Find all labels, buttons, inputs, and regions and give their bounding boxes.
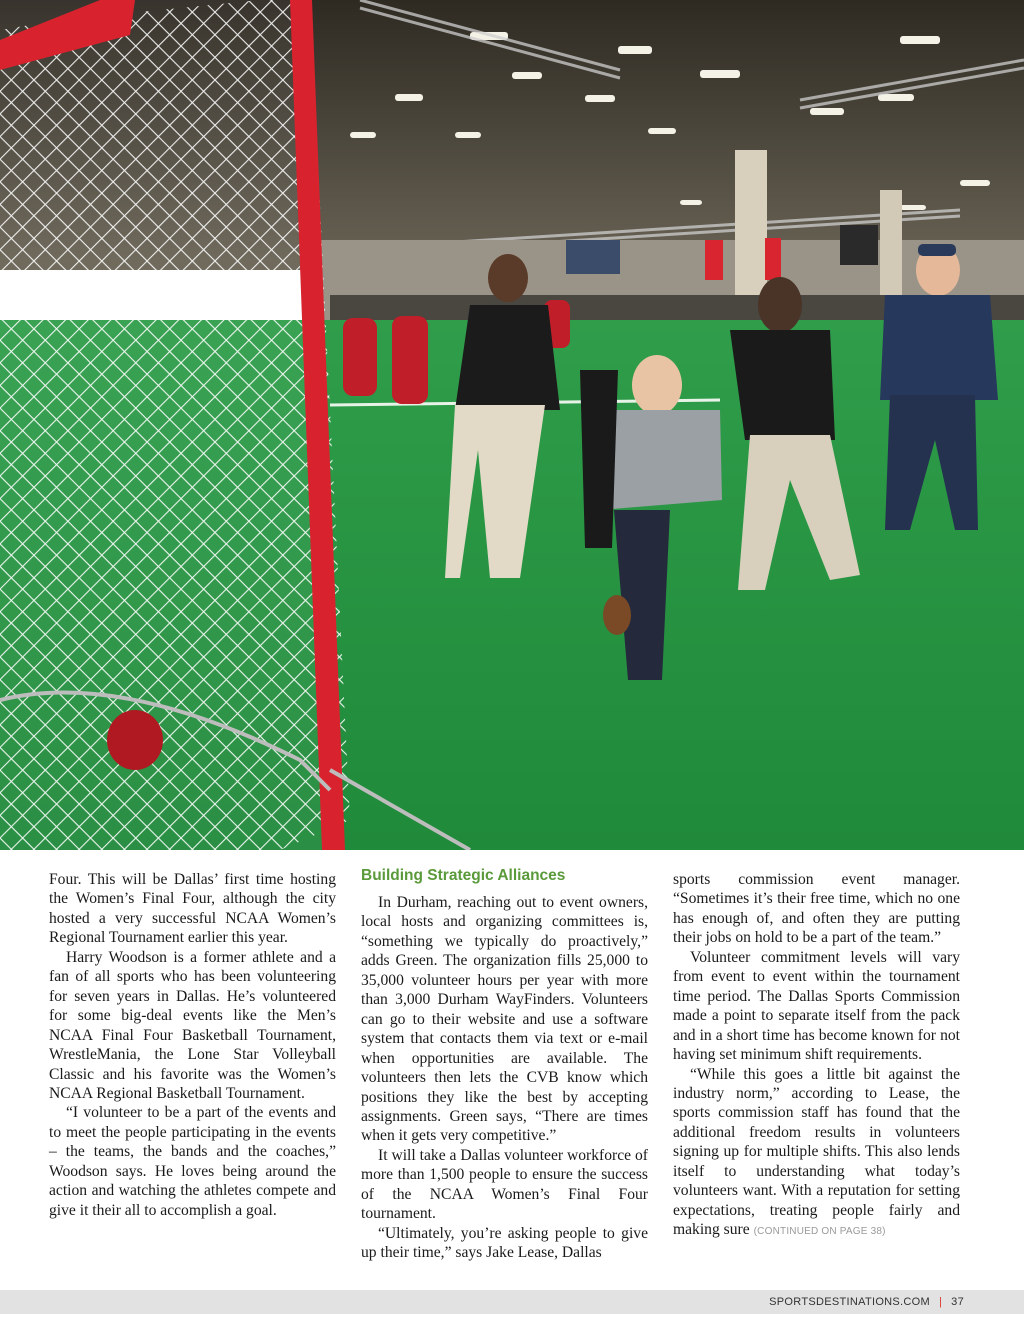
paragraph: sports commission event manager. “Sometimes it’s their free time, which no one has enough of, and often they are putting their jobs on hold to be a part of the team.” — [673, 871, 960, 947]
article-column-2 — [361, 866, 648, 1263]
paragraph: Volunteer commitment levels will vary from event to event within the tournament time period. The Dallas Sports Commission made a point to separate itself from the pack and in a short time has become known for not having set minimum shift requirements. — [673, 948, 960, 1064]
continued-note: (CONTINUED ON PAGE 38) — [753, 1226, 886, 1238]
footer-separator: | — [938, 1296, 943, 1308]
paragraph: “Ultimately, you’re asking people to give up their time,” says Jake Lease, Dallas — [361, 1224, 648, 1262]
page-number: 37 — [951, 1296, 964, 1308]
paragraph: In Durham, reaching out to event owners, local hosts and organizing committees is, “something we typically do proactively,” adds Green. The organization fills 25,000 to 35,000 volunteer hours per year with more than 3,000 Durham WayFinders. Volunteers can go to their website and use a software system that contacts them via text or e-mail when opportunities are available. The volunteers then lets the CVB know which positions they like the best by accepting assignments. Green says, “There are times when it gets very competitive.” — [361, 894, 648, 1145]
paragraph-text: “While this goes a little bit against the industry norm,” according to Lease, the sports commission staff has found that the additional freedom results in volunteers signing up for multiple shifts. This also lends itself to understanding what today’s volunteers want. With a reputation for setting expectations, treating people fairly and making sure — [673, 1065, 960, 1239]
article-column-1 — [49, 870, 336, 1220]
paragraph: “I volunteer to be a part of the events and to meet the people participating in the events – the teams, the bands and the coaches,” Woodson says. He loves being around the action and watching the athletes compete and give it their all to accomplish a goal. — [49, 1104, 336, 1219]
article-column-3 — [673, 870, 960, 1242]
paragraph: Four. This will be Dallas’ first time hosting the Women’s Final Four, although the city hosted a very successful NCAA Women’s Regional Tournament earlier this year. — [49, 871, 336, 947]
paragraph — [673, 1065, 960, 1242]
section-subheading: Building Strategic Alliances — [361, 867, 566, 884]
paragraph: Harry Woodson is a former athlete and a fan of all sports who has been volunteering for seven years in Dallas. He’s volunteered for some big-deal events like the Men’s NCAA Final Four Basketball Tournament, WrestleMania, the Lone Star Volleyball Classic and his favorite was the Women’s NCAA Regional Basketball Tournament. — [49, 948, 336, 1102]
footer-site: SPORTSDESTINATIONS.COM — [769, 1296, 930, 1308]
page-footer — [769, 1296, 964, 1308]
paragraph: It will take a Dallas volunteer workforce of more than 1,500 people to ensure the success of the NCAA Women’s Final Four tournament. — [361, 1146, 648, 1223]
